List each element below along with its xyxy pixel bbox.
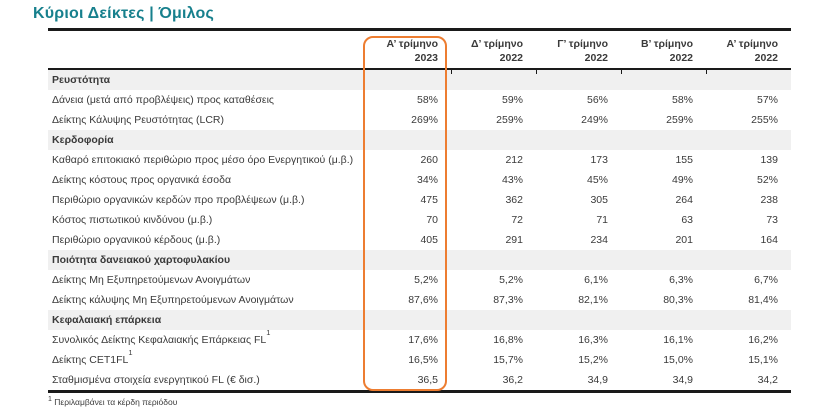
column-period-label: Β’ τρίμηνο [640, 38, 693, 50]
column-header [536, 37, 621, 68]
title-divider [48, 28, 791, 31]
cell-value: 15,7% [493, 354, 523, 366]
cell-value: 362 [505, 194, 523, 206]
row-label [48, 90, 366, 110]
column-header [451, 37, 536, 68]
column-year-label: 2022 [754, 52, 778, 64]
row-label-text: Περιθώριο οργανικών κερδών προ προβλέψεων (μ.β.) [52, 194, 305, 206]
cell-value: 155 [675, 154, 693, 166]
row-label [48, 327, 366, 350]
row-label [48, 347, 366, 370]
footnote-ref: 1 [128, 347, 133, 357]
column-year-label: 2022 [499, 52, 523, 64]
cell-value: 16,5% [408, 354, 438, 366]
section-header-row: Ποιότητα δανειακού χαρτοφυλακίου [48, 250, 791, 270]
cell-value: 164 [760, 234, 778, 246]
cell-value: 70 [426, 214, 438, 226]
table-row [48, 190, 791, 210]
column-year-label: 2022 [669, 52, 693, 64]
row-label [48, 150, 366, 170]
column-divider-tick [706, 68, 707, 74]
row-label [48, 370, 366, 390]
cell-value: 249% [581, 114, 608, 126]
table-row [48, 170, 791, 190]
cell-value: 264 [675, 194, 693, 206]
cell-value: 475 [420, 194, 438, 206]
header-spacer [48, 37, 366, 68]
cell-value: 5,2% [414, 274, 438, 286]
page-title: Κύριοι Δείκτες | Όμιλος [33, 5, 214, 22]
table-row [48, 90, 791, 110]
cell-value: 255% [751, 114, 778, 126]
cell-value: 43% [501, 174, 523, 186]
row-label [48, 290, 366, 310]
cell-value: 16,3% [578, 334, 608, 346]
cell-value: 87,6% [408, 294, 438, 306]
table-row [48, 370, 791, 390]
row-label-text: Καθαρό επιτοκιακό περιθώριο προς μέσο όρο Ενεργητικού (μ.β.) [52, 154, 354, 166]
footnote-marker: 1 [48, 396, 52, 403]
footnote-ref: 1 [266, 327, 271, 337]
column-year-label: 2023 [414, 52, 438, 64]
cell-value: 57% [756, 94, 778, 106]
cell-value: 15,1% [748, 354, 778, 366]
cell-value: 15,2% [578, 354, 608, 366]
cell-value: 59% [501, 94, 523, 106]
cell-value: 81,4% [748, 294, 778, 306]
cell-value: 73 [766, 214, 778, 226]
cell-value: 45% [586, 174, 608, 186]
cell-value: 269% [411, 114, 438, 126]
row-label [48, 210, 366, 230]
cell-value: 259% [666, 114, 693, 126]
cell-value: 212 [505, 154, 523, 166]
indicators-table [48, 32, 791, 393]
table-row [48, 210, 791, 230]
cell-value: 6,7% [754, 274, 778, 286]
row-label-text: Συνολικός Δείκτης Κεφαλαιακής Επάρκειας FL [52, 334, 267, 346]
row-label-text: Δείκτης κάλυψης Μη Εξυπηρετούμενων Ανοιγμάτων [52, 294, 294, 306]
row-label [48, 190, 366, 210]
row-label-text: Δείκτης Μη Εξυπηρετούμενων Ανοιγμάτων [52, 274, 251, 286]
cell-value: 16,8% [493, 334, 523, 346]
row-label-text: Περιθώριο οργανικού κέρδους (μ.β.) [52, 234, 221, 246]
cell-value: 16,2% [748, 334, 778, 346]
table-row [48, 110, 791, 130]
cell-value: 82,1% [578, 294, 608, 306]
table-row [48, 270, 791, 290]
cell-value: 16,1% [663, 334, 693, 346]
cell-value: 49% [671, 174, 693, 186]
row-label [48, 170, 366, 190]
table-row [48, 230, 791, 250]
cell-value: 80,3% [663, 294, 693, 306]
table-header [48, 32, 791, 70]
row-label-text: Κόστος πιστωτικού κινδύνου (μ.β.) [52, 214, 213, 226]
row-label-text: Δείκτης CET1FL [52, 354, 129, 366]
section-header-row: Κερδοφορία [48, 130, 791, 150]
cell-value: 17,6% [408, 334, 438, 346]
cell-value: 34,9 [672, 374, 693, 386]
cell-value: 34,9 [587, 374, 608, 386]
column-header [706, 37, 791, 68]
row-label [48, 110, 366, 130]
table-row [48, 290, 791, 310]
table-row [48, 150, 791, 170]
column-header [366, 37, 451, 68]
cell-value: 63 [681, 214, 693, 226]
row-label [48, 270, 366, 290]
cell-value: 260 [420, 154, 438, 166]
cell-value: 72 [511, 214, 523, 226]
cell-value: 259% [496, 114, 523, 126]
footnote [48, 396, 177, 407]
cell-value: 15,0% [663, 354, 693, 366]
table-row [48, 327, 791, 350]
cell-value: 5,2% [499, 274, 523, 286]
column-period-label: Α’ τρίμηνο [386, 38, 438, 50]
cell-value: 405 [420, 234, 438, 246]
cell-value: 87,3% [493, 294, 523, 306]
footnote-text: Περιλαμβάνει τα κέρδη περιόδου [54, 396, 178, 407]
column-year-label: 2022 [584, 52, 608, 64]
cell-value: 56% [586, 94, 608, 106]
row-label-text: Σταθμισμένα στοιχεία ενεργητικού FL (€ δισ.) [52, 374, 260, 386]
column-divider-tick [621, 68, 622, 74]
column-header [621, 37, 706, 68]
cell-value: 173 [590, 154, 608, 166]
cell-value: 34,2 [757, 374, 778, 386]
cell-value: 34% [416, 174, 438, 186]
column-divider-tick [536, 68, 537, 74]
cell-value: 58% [671, 94, 693, 106]
column-period-label: Δ’ τρίμηνο [471, 38, 523, 50]
column-divider-tick [451, 68, 452, 74]
column-period-label: Α’ τρίμηνο [726, 38, 778, 50]
column-period-label: Γ’ τρίμηνο [557, 38, 608, 50]
cell-value: 291 [505, 234, 523, 246]
section-header-row: Ρευστότητα [48, 70, 791, 90]
section-header-row: Κεφαλαιακή επάρκεια [48, 310, 791, 330]
cell-value: 36,2 [502, 374, 523, 386]
cell-value: 6,1% [584, 274, 608, 286]
cell-value: 234 [590, 234, 608, 246]
cell-value: 6,3% [669, 274, 693, 286]
cell-value: 139 [760, 154, 778, 166]
cell-value: 36,5 [417, 374, 438, 386]
row-label-text: Δείκτης κόστους προς οργανικά έσοδα [52, 174, 232, 186]
cell-value: 201 [675, 234, 693, 246]
cell-value: 71 [596, 214, 608, 226]
row-label [48, 230, 366, 250]
cell-value: 238 [760, 194, 778, 206]
table-body [48, 70, 791, 393]
cell-value: 58% [416, 94, 438, 106]
row-label-text: Δείκτης Κάλυψης Ρευστότητας (LCR) [52, 114, 225, 126]
cell-value: 52% [756, 174, 778, 186]
row-label-text: Δάνεια (μετά από προβλέψεις) προς καταθέσεις [52, 94, 274, 106]
table-row [48, 347, 791, 370]
cell-value: 305 [590, 194, 608, 206]
